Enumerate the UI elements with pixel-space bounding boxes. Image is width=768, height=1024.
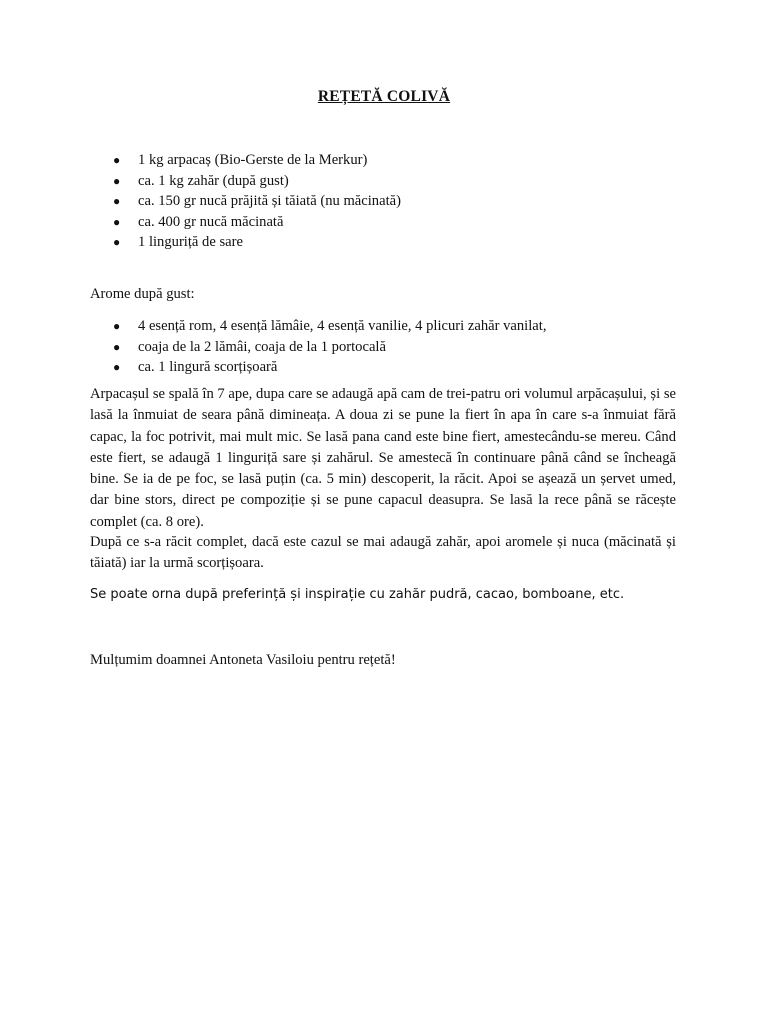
list-item (113, 232, 401, 253)
list-item (113, 150, 401, 171)
bullet-icon: ● (113, 214, 121, 229)
preparation-paragraph: Arpacașul se spală în 7 ape, dupa care se adaugă apă cam de trei-patru ori volumul arpăcașului, și se lasă la înmuiat de seara până dimineața. A doua zi se pune la fiert în apa în care s-a înmuiat fără capac, la foc potrivit, mai mult mic. Se lasă pana cand este bine fiert, amestecându-se mereu. Când este fiert, se adaugă 1 linguriță sare și zahărul. Se amestecă în continuare până când se încheagă bine. Se ia de pe foc, se lasă puțin (ca. 5 min) descoperit, la răcit. Apoi se așează un șervet umed, dar bine stors, direct pe compoziție și se pune capacul deasupra. Se lasă la rece până se răcește complet (ca. 8 ore). (90, 386, 676, 530)
finishing-paragraph: După ce s-a răcit complet, dacă este cazul se mai adaugă zahăr, apoi aromele și nuca (măcinată și tăiată) iar la urmă scorțișoara. (90, 534, 676, 572)
aromas-label: Arome după gust: (90, 286, 195, 302)
bullet-icon: ● (113, 153, 121, 167)
thanks-paragraph: Mulțumim doamnei Antoneta Vasiloiu pentru rețetă! (90, 652, 396, 668)
bullet-icon: ● (113, 319, 121, 333)
list-item (113, 171, 401, 192)
page-title: REȚETĂ COLIVĂ (317, 88, 451, 105)
list-item-text: ca. 1 lingură scorțișoară (138, 359, 278, 375)
bullet-icon: ● (113, 235, 121, 249)
list-item (113, 212, 401, 233)
list-item (113, 316, 547, 337)
bullet-icon: ● (113, 173, 121, 188)
ingredients-list (113, 150, 401, 253)
list-item-text: ca. 1 kg zahăr (după gust) (138, 172, 289, 189)
aromas-list (113, 316, 547, 378)
decoration-paragraph: Se poate orna după preferință și inspirație cu zahăr pudră, cacao, bomboane, etc. (90, 587, 625, 602)
bullet-icon: ● (113, 194, 121, 208)
list-item (113, 357, 546, 378)
list-item-text: 1 linguriță de sare (138, 234, 243, 250)
bullet-icon: ● (113, 339, 121, 354)
bullet-icon: ● (113, 360, 121, 374)
list-item (113, 191, 401, 212)
list-item-text: ca. 400 gr nucă măcinată (138, 213, 284, 230)
list-item-text: ca. 150 gr nucă prăjită și tăiată (nu măcinată) (138, 193, 401, 209)
list-item-text: 4 esență rom, 4 esență lămâie, 4 esență vanilie, 4 plicuri zahăr vanilat, (138, 318, 547, 334)
list-item (113, 337, 546, 358)
list-item-text: coaja de la 2 lămâi, coaja de la 1 portocală (138, 338, 386, 355)
list-item-text: 1 kg arpacaș (Bio-Gerste de la Merkur) (138, 152, 368, 168)
